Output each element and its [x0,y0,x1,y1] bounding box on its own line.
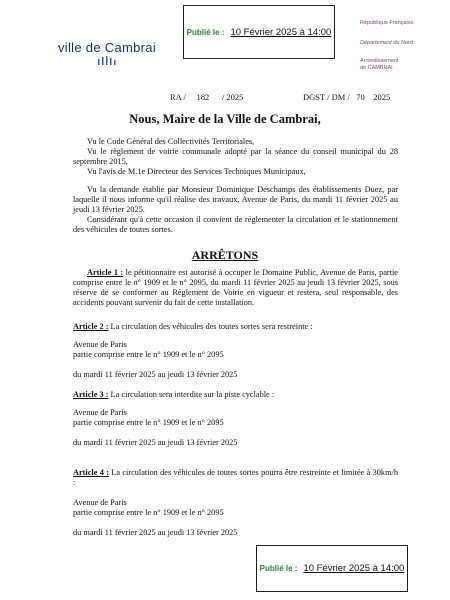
article-3-dates: du mardi 11 février 2025 au jeudi 13 février 2025 [73,438,238,447]
article-4 [73,468,398,488]
article-3-street: Avenue de Paris [73,408,127,417]
cambrai-logo-icon [96,56,118,66]
article-1-label: Article 1 : [87,268,124,277]
arretons-heading: ARRÊTONS [191,248,259,262]
publication-stamp-top [183,5,335,59]
article-2-label: Article 2 : [73,322,109,331]
article-2 [73,322,313,332]
article-1 [73,268,398,308]
article-3-text: La circulation sera interdite sur la piste cyclable : [108,390,275,399]
article-3-portion: partie comprise entre le n° 1909 et le n° 2095 [73,418,224,427]
publication-date-bottom: 10 Février 2025 à 14:00 [303,563,405,574]
page-title: Nous, Maire de la Ville de Cambrai, [129,112,321,126]
article-4-text: La circulation des véhicules de toutes sortes pourra être restreinte et limitée à 30km/h : [73,468,398,487]
reference-right: DGST / DM / 70 2025 [303,92,391,102]
reference-left: RA / 182 / 2025 [170,92,244,102]
article-1-text: le pétitionnaire est autorisé à occuper le Domaine Public, Avenue de Paris, partie comprise entre le n° 1909 et le n° 2095, du mardi 11 février 2025 au jeudi 13 février 2025, sous réserve de se conformer au Règlement de Voirie en vigueur et restera, seul responsable, des accidents pouvant survenir du fait de cette installation. [73,268,398,307]
article-3-label: Article 3 : [73,390,109,399]
consideration-5: Considérant qu'à cette occasion il convient de réglementer la circulation et le stationnement des véhicules de toutes sortes. [73,215,398,234]
republic-line1: République Française [360,20,414,26]
article-4-street: Avenue de Paris [73,498,127,507]
consideration-3: Vu l'avis de M.1e Directeur des Services Techniques Municipaux, [87,167,306,176]
article-4-dates: du mardi 11 février 2025 au jeudi 13 février 2025 [73,528,238,537]
republic-line2: Département du Nord [360,40,413,46]
article-4-label: Article 4 : [73,468,109,477]
consideration-2: Vu le règlement de voirie communale adopté par la séance du conseil municipal du 28 septembre 2015, [73,147,398,166]
article-2-dates: du mardi 11 février 2025 au jeudi 13 février 2025 [73,370,238,379]
publication-label-bottom: Publié le : [259,564,298,573]
article-2-text: La circulation des véhicules des toutes sortes sera restreinte : [108,322,313,331]
publication-stamp-bottom [256,545,408,592]
article-3 [73,390,274,400]
article-4-portion: partie comprise entre le n° 1909 et le n° 2095 [73,508,224,517]
city-logo-text: ville de Cambrai [58,40,157,55]
article-2-portion: partie comprise entre le n° 1909 et le n° 2095 [73,350,224,359]
republic-line4: de CAMBRAI [360,65,393,71]
consideration-4: Vu la demande établie par Monsieur Dominique Deschamps des établissements Duez, par laquelle il nous informe qu'il réalise des travaux, Avenue de Paris, du mardi 11 février 2025 au jeudi 13 février 2025. [73,185,398,214]
republic-line3: Arrondissement [360,58,399,64]
publication-label: Publié le : [186,27,225,37]
publication-date: 10 Février 2025 à 14:00 [230,26,332,38]
article-2-street: Avenue de Paris [73,340,127,349]
consideration-1: Vu le Code Général des Collectivités Territoriales, [87,137,255,146]
